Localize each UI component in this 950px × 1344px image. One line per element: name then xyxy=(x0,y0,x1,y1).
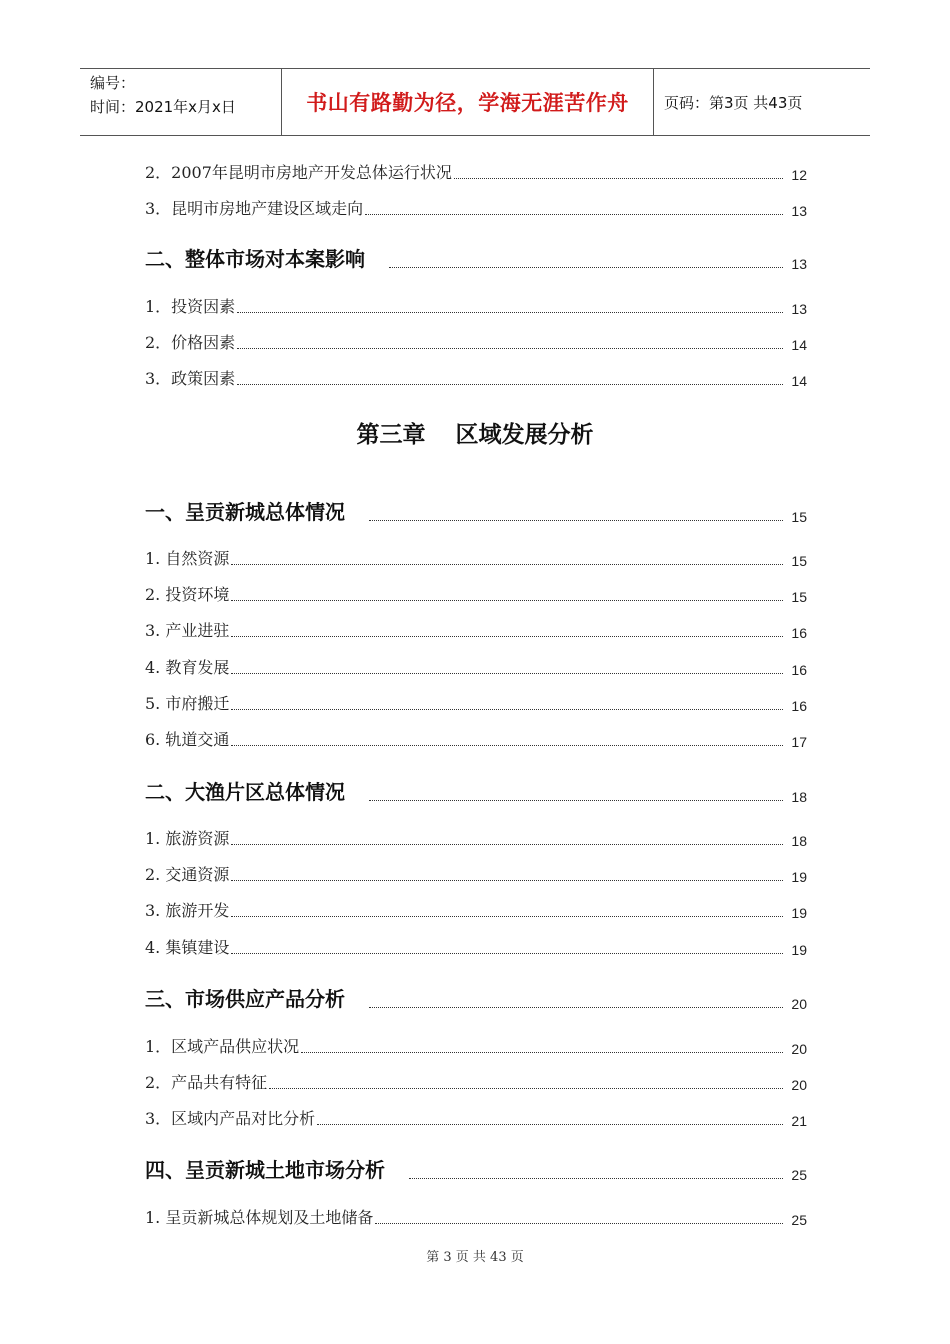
dot-leader xyxy=(231,843,783,845)
dot-leader xyxy=(231,635,783,637)
dot-leader xyxy=(409,1177,783,1179)
dot-leader xyxy=(317,1123,783,1125)
toc-entry[interactable] xyxy=(0,1106,950,1129)
page-footer: 第 3 页 共 43 页 xyxy=(426,1250,524,1265)
toc-entry[interactable] xyxy=(0,862,950,885)
toc-entry-label: 2．价格因素 xyxy=(145,333,236,352)
toc-section-page: 13 xyxy=(791,256,807,272)
toc-entry-label: 1. 呈贡新城总体规划及土地储备 xyxy=(145,1208,374,1227)
page-header xyxy=(80,68,870,136)
dot-leader xyxy=(231,708,783,710)
toc-entry[interactable] xyxy=(0,1205,950,1228)
toc-section[interactable] xyxy=(0,496,950,525)
toc-entry-label: 6. 轨道交通 xyxy=(145,730,230,749)
toc-section-title: 四、呈贡新城土地市场分析 xyxy=(145,1158,385,1182)
toc-entry-page: 12 xyxy=(791,167,807,183)
toc-section[interactable] xyxy=(0,983,950,1012)
toc-entry-page: 21 xyxy=(791,1113,807,1129)
toc-entry-page: 13 xyxy=(791,301,807,317)
toc-section-page: 20 xyxy=(791,996,807,1012)
toc-entry[interactable] xyxy=(0,160,950,183)
toc-entry-page: 19 xyxy=(791,869,807,885)
dot-leader xyxy=(389,266,783,268)
header-page-info: 页码：第3页 共43页 xyxy=(664,93,803,112)
toc-entry[interactable] xyxy=(0,691,950,714)
toc-entry[interactable] xyxy=(0,582,950,605)
toc-entry[interactable] xyxy=(0,196,950,219)
toc-entry-label: 2. 交通资源 xyxy=(145,865,230,884)
toc-entry-page: 19 xyxy=(791,942,807,958)
toc-entry-page: 14 xyxy=(791,373,807,389)
dot-leader xyxy=(369,519,783,521)
toc-entry-page: 16 xyxy=(791,625,807,641)
toc-entry[interactable] xyxy=(0,294,950,317)
toc-entry-label: 4. 集镇建设 xyxy=(145,938,230,957)
toc-entry-page: 15 xyxy=(791,553,807,569)
dot-leader xyxy=(231,744,783,746)
toc-entry-label: 1．投资因素 xyxy=(145,297,236,316)
toc-section-title: 三、市场供应产品分析 xyxy=(145,987,345,1011)
dot-leader xyxy=(369,1006,783,1008)
toc-entry[interactable] xyxy=(0,935,950,958)
chapter-heading xyxy=(0,416,950,449)
toc-entry[interactable] xyxy=(0,727,950,750)
toc-entry-label: 1. 旅游资源 xyxy=(145,829,230,848)
toc-entry-page: 17 xyxy=(791,734,807,750)
dot-leader xyxy=(301,1051,783,1053)
toc-entry-label: 3. 旅游开发 xyxy=(145,901,230,920)
toc-entry-label: 2．产品共有特征 xyxy=(145,1073,268,1092)
toc-entry[interactable] xyxy=(0,826,950,849)
time-label: 时间：2021年x月x日 xyxy=(90,98,236,116)
dot-leader xyxy=(269,1087,783,1089)
toc-entry-page: 20 xyxy=(791,1077,807,1093)
dot-leader xyxy=(231,952,783,954)
dot-leader xyxy=(237,347,783,349)
toc-entry-page: 19 xyxy=(791,905,807,921)
toc-entry-page: 15 xyxy=(791,589,807,605)
chapter-number: 第三章 xyxy=(356,422,426,448)
toc-section[interactable] xyxy=(0,243,950,272)
dot-leader xyxy=(365,213,783,215)
toc-entry-page: 14 xyxy=(791,337,807,353)
toc-entry-label: 3．区域内产品对比分析 xyxy=(145,1109,316,1128)
toc-entry-label: 5. 市府搬迁 xyxy=(145,694,230,713)
toc-entry-page: 16 xyxy=(791,698,807,714)
toc-entry-label: 1. 自然资源 xyxy=(145,549,230,568)
toc-entry-page: 20 xyxy=(791,1041,807,1057)
toc-section-title: 一、呈贡新城总体情况 xyxy=(145,500,345,524)
dot-leader xyxy=(369,799,783,801)
dot-leader xyxy=(237,383,783,385)
toc-entry-label: 2．2007年昆明市房地产开发总体运行状况 xyxy=(145,163,452,182)
dot-leader xyxy=(454,177,783,179)
dot-leader xyxy=(237,311,783,313)
toc-entry-label: 4. 教育发展 xyxy=(145,658,230,677)
toc-entry[interactable] xyxy=(0,1034,950,1057)
dot-leader xyxy=(231,879,783,881)
toc-entry-label: 3. 产业进驻 xyxy=(145,621,230,640)
toc-section-title: 二、整体市场对本案影响 xyxy=(145,247,365,271)
toc-entry-label: 3．昆明市房地产建设区域走向 xyxy=(145,199,364,218)
toc-entry[interactable] xyxy=(0,618,950,641)
toc-section-page: 25 xyxy=(791,1167,807,1183)
toc-entry[interactable] xyxy=(0,330,950,353)
dot-leader xyxy=(231,599,783,601)
header-meta xyxy=(80,69,282,135)
toc-section-page: 15 xyxy=(791,509,807,525)
toc-section[interactable] xyxy=(0,776,950,805)
toc-entry[interactable] xyxy=(0,1070,950,1093)
toc-entry-page: 13 xyxy=(791,203,807,219)
dot-leader xyxy=(375,1222,783,1224)
toc-entry-page: 18 xyxy=(791,833,807,849)
toc-section-page: 18 xyxy=(791,789,807,805)
toc-entry-page: 25 xyxy=(791,1212,807,1228)
chapter-title: 区域发展分析 xyxy=(455,422,594,448)
toc-entry-page: 16 xyxy=(791,662,807,678)
toc-entry-label: 2. 投资环境 xyxy=(145,585,230,604)
header-motto-cell xyxy=(282,69,654,135)
toc-entry-label: 1．区域产品供应状况 xyxy=(145,1037,300,1056)
toc-entry[interactable] xyxy=(0,898,950,921)
toc-section-title: 二、大渔片区总体情况 xyxy=(145,780,345,804)
toc-section[interactable] xyxy=(0,1154,950,1183)
toc-entry[interactable] xyxy=(0,546,950,569)
header-motto: 书山有路勤为径，学海无涯苦作舟 xyxy=(306,91,629,115)
dot-leader xyxy=(231,672,783,674)
code-label: 编号： xyxy=(90,74,136,92)
toc-entry[interactable] xyxy=(0,655,950,678)
toc-entry[interactable] xyxy=(0,366,950,389)
dot-leader xyxy=(231,563,783,565)
dot-leader xyxy=(231,915,783,917)
toc-entry-label: 3．政策因素 xyxy=(145,369,236,388)
